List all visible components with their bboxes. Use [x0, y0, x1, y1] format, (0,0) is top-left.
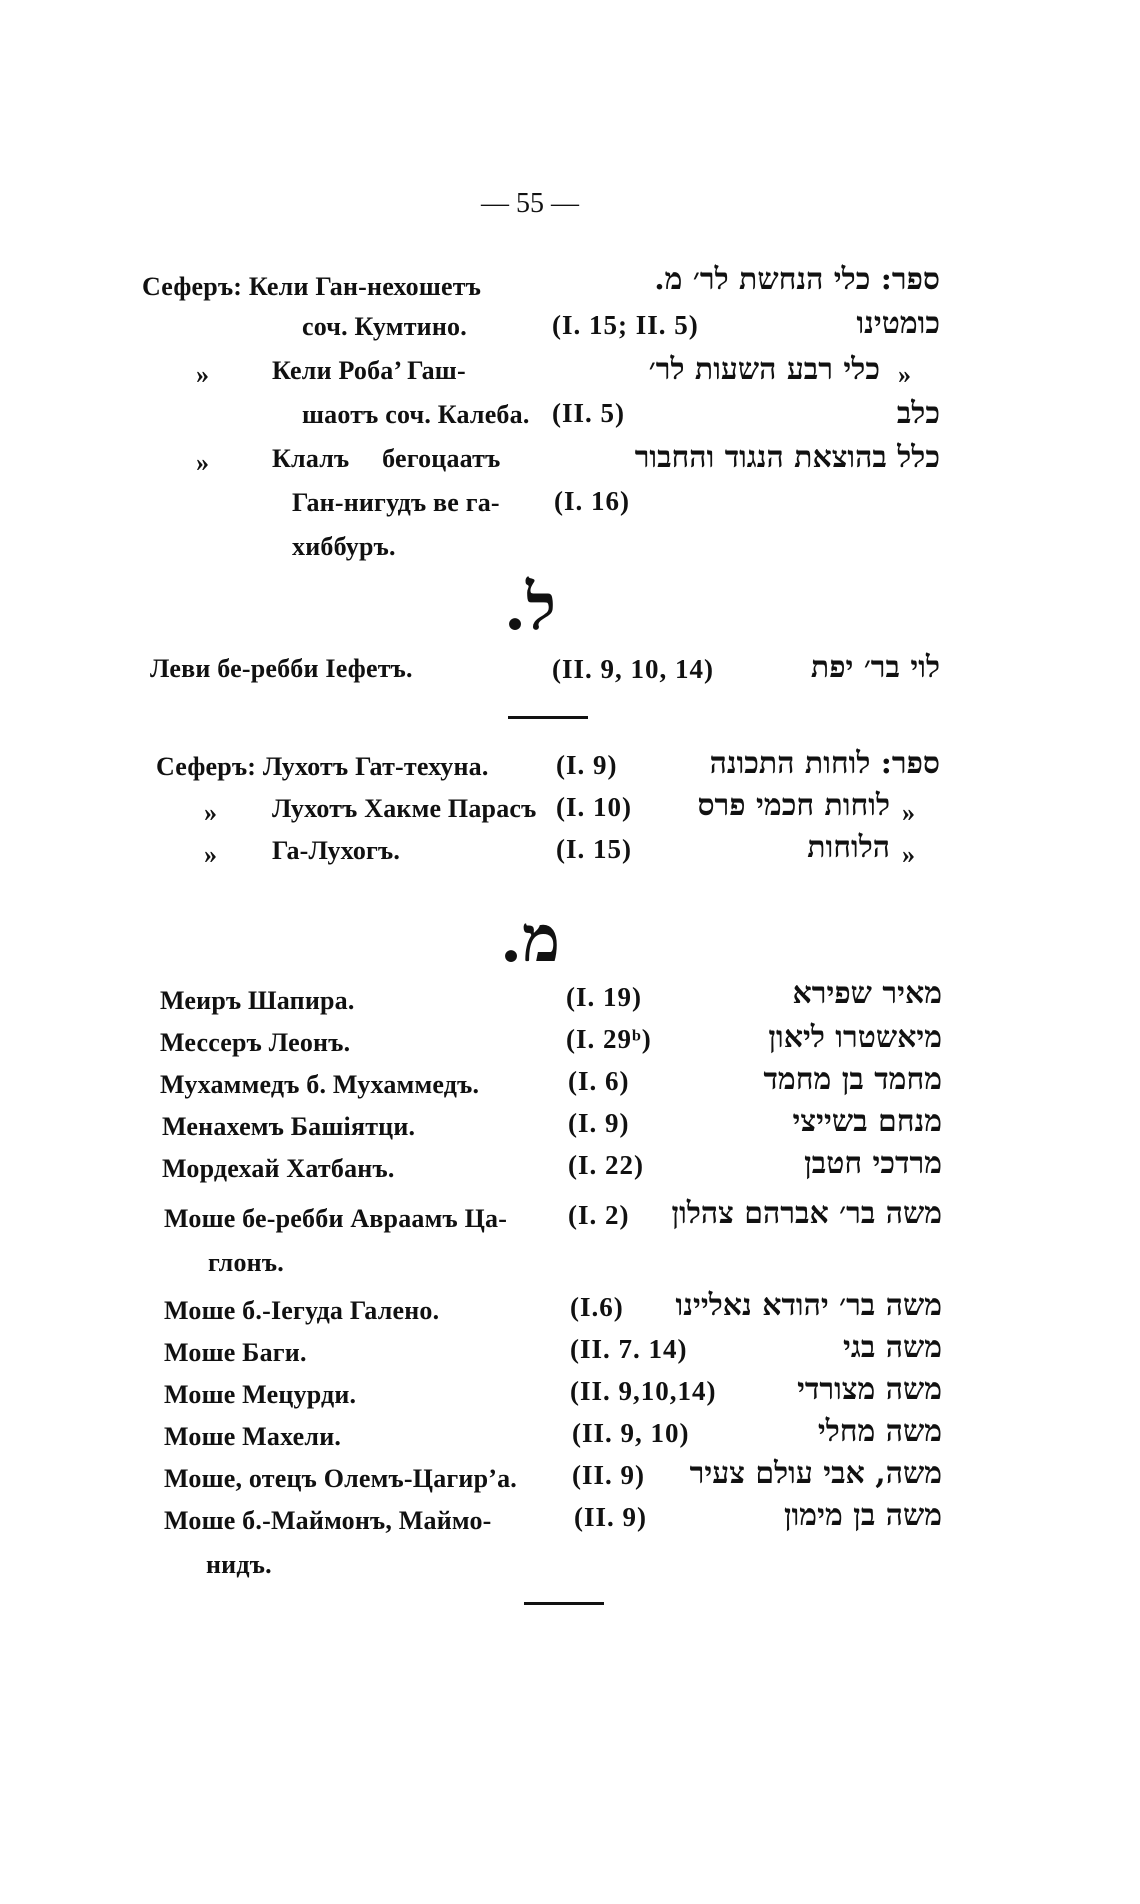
section-divider — [508, 716, 588, 719]
entry-russian-line: шаотъ соч. Калеба. — [302, 400, 530, 429]
entry-reference: (I. 9) — [568, 1108, 630, 1138]
ditto-mark: » — [196, 360, 210, 389]
entry-russian-line: Моше Баги. — [164, 1338, 307, 1367]
entry-russian-line: Моше Мецурди. — [164, 1380, 357, 1409]
entry-reference: (II. 9) — [574, 1502, 647, 1532]
entry-hebrew-line: כלב — [896, 396, 940, 431]
entry-russian-line: Мордехай Хатбанъ. — [162, 1154, 395, 1183]
entry-reference: (I. 9) — [556, 750, 618, 780]
entry-russian-line: Леви бе-ребби Iефетъ. — [150, 654, 413, 683]
entry-reference: (I. 29ᵇ) — [566, 1024, 652, 1054]
entry-russian-line: Моше б.-Маймонъ, Маймо- — [164, 1506, 492, 1535]
entry-hebrew-line: משה מצורדי — [797, 1372, 942, 1407]
entry-hebrew-line: משה, אבי עולם צעיר — [689, 1456, 942, 1491]
entry-reference: (II. 9, 10) — [572, 1418, 690, 1448]
entry-russian-line: соч. Кумтино. — [302, 312, 467, 341]
entry-reference: (I. 15; II. 5) — [552, 310, 699, 340]
entry-hebrew-line: משה בן מימון — [783, 1498, 942, 1533]
entry-russian-line: глонъ. — [208, 1248, 284, 1277]
entry-russian-line: Сеферъ: Лухотъ Гат-техуна. — [156, 752, 489, 781]
ditto-mark: » — [204, 840, 218, 869]
entry-russian-line: Моше Махели. — [164, 1422, 342, 1451]
entry-hebrew-line: משה בר׳ אברהם צהלון — [671, 1196, 942, 1231]
entry-hebrew-line: מרדכי חטבן — [804, 1146, 942, 1181]
entry-russian-line: Менахемъ Башiятци. — [162, 1112, 416, 1141]
entry-russian-line: Сеферъ: Кели Ган-нехошетъ — [142, 272, 482, 301]
entry-reference: (II. 5) — [552, 398, 625, 428]
ditto-mark: » — [902, 798, 916, 827]
entry-hebrew-line: מאיר שפירא — [792, 976, 942, 1011]
entry-hebrew-line: לוי בר׳ יפת — [810, 650, 940, 685]
entry-hebrew-line: מחמד בן מחמד — [763, 1062, 942, 1097]
entry-reference: (I. 22) — [568, 1150, 644, 1180]
entry-russian-line: Га-Лухогъ. — [272, 836, 401, 865]
entry-hebrew-line: משה בר׳ יהודא נאליינו — [675, 1288, 942, 1323]
entry-russian-line: Кели Роба’ Гаш- — [272, 356, 466, 385]
entry-reference: (II. 9, 10, 14) — [552, 654, 714, 684]
entry-russian-line: Лухотъ Хакме Парасъ — [272, 794, 537, 823]
entry-reference: (I. 6) — [568, 1066, 630, 1096]
entry-hebrew-line: כלל בהוצאת הנגוד והחבור — [634, 440, 940, 475]
entry-russian-line: Моше б.-Iегуда Галено. — [164, 1296, 440, 1325]
section-letter-mem: מ. — [499, 902, 561, 977]
page-number: — 55 — — [481, 188, 579, 219]
entry-reference: (I. 15) — [556, 834, 632, 864]
entry-hebrew-line: מנחם בשייצי — [792, 1104, 942, 1139]
entry-hebrew-line: ספר: כלי הנחשת לר׳ מ. — [654, 262, 940, 297]
entry-reference: (I. 19) — [566, 982, 642, 1012]
entry-hebrew-line: משה מחלי — [817, 1414, 942, 1449]
entry-reference: (II. 7. 14) — [570, 1334, 688, 1364]
entry-russian-line: Ган-нигудъ ве га- — [292, 488, 500, 517]
entry-hebrew-line: מיאשטרו ליאון — [768, 1020, 942, 1055]
entry-reference: (II. 9,10,14) — [570, 1376, 717, 1406]
entry-russian-line: Моше бе-ребби Авраамъ Ца- — [164, 1204, 508, 1233]
entry-russian-line: Мессеръ Леонъ. — [160, 1028, 351, 1057]
entry-reference: (I.6) — [570, 1292, 624, 1322]
entry-hebrew-line: משה בגי — [843, 1330, 942, 1365]
entry-russian-line: Моше, отецъ Олемъ-Цагир’а. — [164, 1464, 518, 1493]
ditto-mark: » — [898, 360, 912, 389]
end-divider — [524, 1602, 604, 1605]
entry-russian-line: Мухаммедъ б. Мухаммедъ. — [160, 1070, 480, 1099]
entry-hebrew-line: לוחות חכמי פרס — [697, 788, 890, 823]
entry-russian-line: Клалъ бегоцаатъ — [272, 444, 501, 473]
entry-hebrew-line: הלוחות — [807, 830, 890, 865]
entry-reference: (I. 2) — [568, 1200, 630, 1230]
entry-hebrew-line: כומטינו — [856, 306, 940, 341]
entry-hebrew-line: כלי רבע השעות לר׳ — [648, 352, 880, 387]
entry-reference: (I. 16) — [554, 486, 630, 516]
entry-hebrew-line: ספר: לוחות התכונה — [709, 746, 940, 781]
ditto-mark: » — [196, 448, 210, 477]
section-letter-lamed: ל. — [503, 570, 557, 645]
entry-russian-line: Меиръ Шапира. — [160, 986, 355, 1015]
ditto-mark: » — [204, 798, 218, 827]
entry-russian-line: хиббуръ. — [292, 532, 396, 561]
entry-reference: (II. 9) — [572, 1460, 645, 1490]
ditto-mark: » — [902, 840, 916, 869]
entry-reference: (I. 10) — [556, 792, 632, 822]
entry-russian-line: нидъ. — [206, 1550, 272, 1579]
